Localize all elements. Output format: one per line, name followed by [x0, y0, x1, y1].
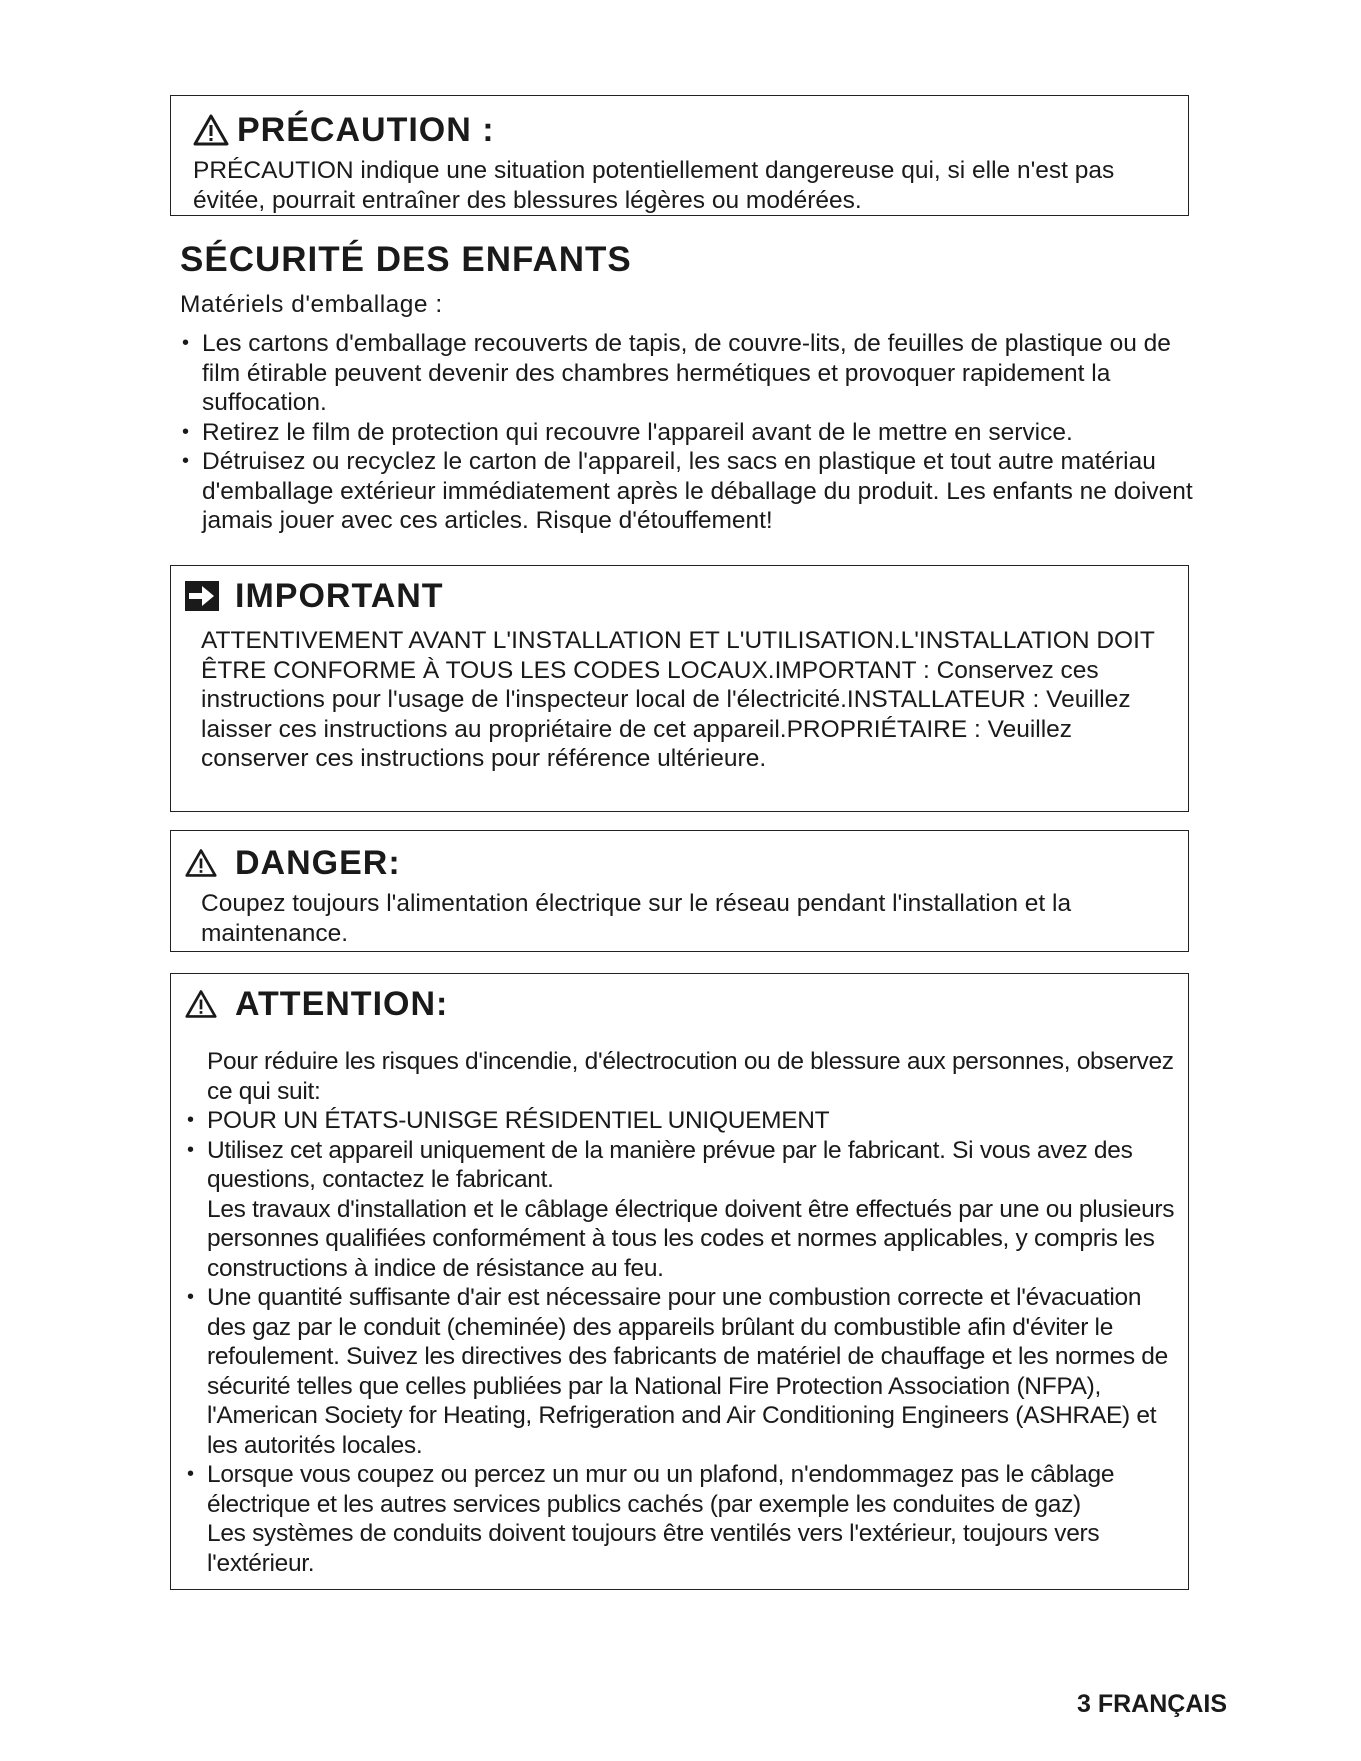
child-safety-subheading: Matériels d'emballage :	[180, 291, 443, 318]
precaution-text: PRÉCAUTION indique une situation potentiellement dangereuse qui, si elle n'est pas évitée, pourrait entraîner des blessures légères ou modérées.	[193, 157, 1115, 214]
list-item: • Une quantité suffisante d'air est nécessaire pour une combustion correcte et l'évacuation des gaz par le conduit (cheminée) des appareils brûlant du combustible afin d'éviter le refoulement. Suivez les directives des fabricants de matériel de chauffage et les normes de sécurité telles que celles publiées par la National Fire Protection Association (NFPA), l'American Society for Heating, Refrigeration and Air Conditioning Engineers (ASHRAE) et les autorités locales.	[185, 1283, 1178, 1460]
precaution-box	[170, 95, 1189, 216]
child-safety-heading: SÉCURITÉ DES ENFANTS	[180, 240, 632, 279]
attention-body	[185, 1047, 1178, 1578]
danger-text: Coupez toujours l'alimentation électrique sur le réseau pendant l'installation et la maintenance.	[201, 890, 1072, 947]
precaution-title-row	[193, 110, 1166, 150]
important-title: IMPORTANT	[235, 576, 444, 615]
attention-title-row	[185, 984, 1178, 1024]
list-item: • Lorsque vous coupez ou percez un mur ou un plafond, n'endommagez pas le câblage électrique et les autres services publics cachés (par exemple les conduites de gaz)	[185, 1460, 1178, 1519]
important-text: ATTENTIVEMENT AVANT L'INSTALLATION ET L'UTILISATION.L'INSTALLATION DOIT ÊTRE CONFORME À TOUS LES CODES LOCAUX.IMPORTANT : Conservez ces instructions pour l'usage de l'inspecteur local de l'électricité.INSTALLATEUR : Veuillez laisser ces instructions au propriétaire de cet appareil.PROPRIÉTAIRE : Veuillez conserver ces instructions pour référence ultérieure.	[201, 627, 1155, 772]
danger-title: DANGER:	[235, 843, 401, 882]
danger-box	[170, 830, 1189, 952]
precaution-title: PRÉCAUTION :	[237, 110, 495, 149]
list-item: • Les cartons d'emballage recouverts de tapis, de couvre-lits, de feuilles de plastique ou de film étirable peuvent devenir des chambres hermétiques et provoquer rapidement la suffocation.	[180, 329, 1195, 418]
attention-item2-continued: Les travaux d'installation et le câblage électrique doivent être effectués par une ou plusieurs personnes qualifiées conformément à tous les codes et normes applicables, y compris les constructions à indice de résistance au feu.	[207, 1195, 1175, 1282]
list-item: • POUR UN ÉTATS-UNISGE RÉSIDENTIEL UNIQUEMENT	[185, 1106, 1178, 1136]
warning-triangle-icon	[185, 989, 217, 1019]
important-title-row	[185, 576, 1166, 616]
attention-title: ATTENTION:	[235, 984, 449, 1023]
attention-box	[170, 973, 1189, 1590]
warning-triangle-icon	[185, 848, 217, 878]
child-safety-section	[180, 240, 1195, 536]
danger-title-row	[185, 843, 1166, 883]
important-box	[170, 565, 1189, 812]
warning-triangle-icon	[193, 114, 229, 146]
list-item: • Utilisez cet appareil uniquement de la manière prévue par le fabricant. Si vous avez des questions, contactez le fabricant.	[185, 1136, 1178, 1195]
list-item: • Détruisez ou recyclez le carton de l'appareil, les sacs en plastique et tout autre matériau d'emballage extérieur immédiatement après le déballage du produit. Les enfants ne doivent jamais jouer avec ces articles. Risque d'étouffement!	[180, 447, 1195, 536]
attention-list	[185, 1106, 1178, 1195]
arrow-right-icon	[185, 581, 219, 611]
child-safety-list	[180, 329, 1195, 536]
list-item: • Retirez le film de protection qui recouvre l'appareil avant de le mettre en service.	[180, 418, 1195, 448]
page-footer-label: 3 FRANÇAIS	[1076, 1690, 1227, 1718]
attention-item4-continued: Les systèmes de conduits doivent toujours être ventilés vers l'extérieur, toujours vers l'extérieur.	[207, 1520, 1100, 1577]
attention-intro: Pour réduire les risques d'incendie, d'électrocution ou de blessure aux personnes, observez ce qui suit:	[207, 1048, 1174, 1105]
attention-list-2	[185, 1283, 1178, 1519]
